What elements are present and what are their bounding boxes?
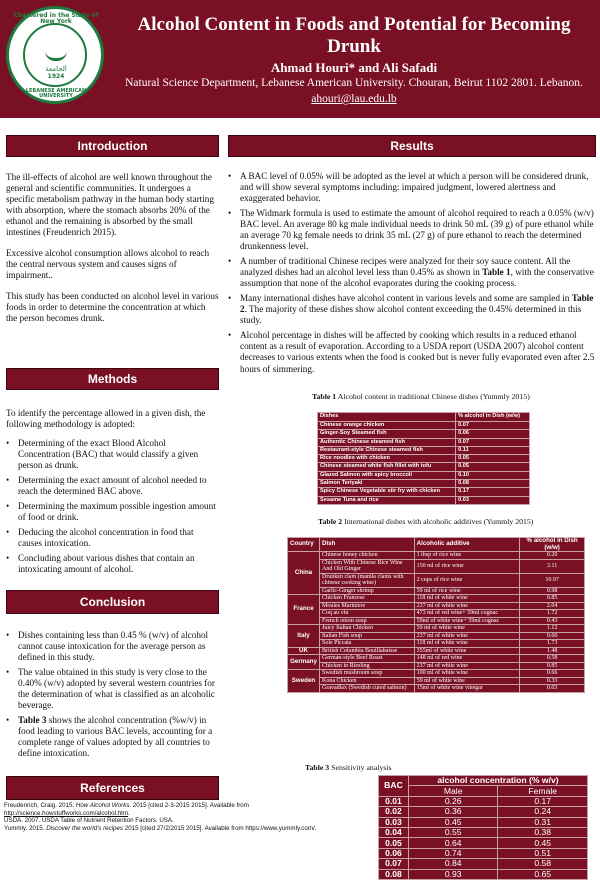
table2-caption: Table 2 International dishes with alcoholic additives (Yummly 2015)	[318, 517, 534, 526]
seal-inner-ring	[23, 23, 87, 87]
dish-name: Chicken With Chinese Rice Wine And Old Ginger	[319, 559, 414, 573]
male-concentration: 0.64	[408, 838, 497, 848]
methods-section	[6, 408, 219, 579]
bac-value: 0.02	[379, 807, 409, 817]
male-concentration: 0.55	[408, 827, 497, 837]
seal-top-text: Chartered in the State of New York	[13, 12, 99, 25]
alcohol-percent: 1.48	[520, 647, 585, 655]
dish-name: Spicy Chinese Vegetable stir fry with chicken	[318, 488, 456, 496]
university-seal-logo	[6, 6, 104, 104]
dish-name: Chinese honey chicken	[319, 552, 414, 560]
column-header: Dish	[319, 538, 414, 552]
table-row	[288, 625, 585, 633]
bac-value: 0.05	[379, 838, 409, 848]
dish-name: Drunken clam (manila clams with chinese cooking wine)	[319, 573, 414, 587]
alcohol-percent: 1.72	[520, 610, 585, 618]
table-row	[288, 647, 585, 655]
table-row	[288, 670, 585, 678]
table3-ref: Table 3	[18, 715, 47, 726]
table-row	[288, 677, 585, 685]
alcohol-percent: 1.12	[520, 625, 585, 633]
male-concentration: 0.93	[408, 869, 497, 879]
conclusion-item3-text: shows the alcohol concentration (%w/v) in food leading to various BAC levels, accounting for a complete range of values adopted by all countries to define intoxication.	[18, 715, 213, 759]
poster-affiliation: Natural Science Department, Lebanese American University. Chouran, Beirut 1102 2801. Lebanon.	[125, 77, 583, 89]
poster-header	[0, 0, 600, 118]
table-subheader-row	[379, 786, 588, 796]
dish-name: Rice noodles with chicken	[318, 455, 456, 463]
male-concentration: 0.36	[408, 807, 497, 817]
alcohol-percent: 0.85	[520, 595, 585, 603]
methods-item: • Deducing the alcohol concentration in food that causes intoxication.	[6, 527, 219, 549]
alcoholic-additive: 118 ml of white wine	[414, 640, 520, 648]
alcoholic-additive: 59ml of white wine+ 59ml cognac	[414, 617, 520, 625]
dish-name: Sole Piccata	[319, 640, 414, 648]
alcohol-percent: 0.43	[520, 617, 585, 625]
alcohol-percent: 2.04	[520, 602, 585, 610]
table1-ref: Table 1	[482, 267, 511, 278]
column-header: Country	[288, 538, 320, 552]
alcohol-percent: 0.85	[520, 662, 585, 670]
female-concentration: 0.31	[498, 817, 588, 827]
results-item: • The Widmark formula is used to estimate the amount of alcohol required to reach a 0.05% (w/v) BAC level. An average 80 kg male individual needs to drink 50 mL (39 g) of pure ethanol while an average 70 kg female needs to drink 35 mL (27 g) of pure ethanol to reach the determined drunkenness level.	[228, 208, 596, 252]
intro-paragraph-2: Excessive alcohol consumption allows alcohol to reach the central nervous system and causes signs of impairment..	[6, 248, 210, 281]
dish-name: German-style Beef Roast	[319, 655, 414, 663]
dish-name: Swedish mushroom soup	[319, 670, 414, 678]
alcoholic-additive: 148 ml of red wine	[414, 655, 520, 663]
methods-item: • Concluding about various dishes that contain an intoxicating amount of alcohol.	[6, 553, 219, 575]
alcohol-percent: 0.33	[520, 677, 585, 685]
dish-name: Kona Chicken	[319, 677, 414, 685]
reference-3: Yummly. 2015. Discover the world's recipes 2015 [cited 27/2/2015 2015]. Available from https://www.yummly.com/.	[4, 824, 317, 832]
alcohol-percent: 0.98	[520, 587, 585, 595]
bac-value: 0.08	[379, 869, 409, 879]
country-cell: France	[288, 595, 320, 625]
table-header-row	[379, 776, 588, 786]
table-row	[318, 422, 530, 430]
alcohol-percent: 0.58	[520, 655, 585, 663]
table-row	[288, 587, 585, 595]
contact-email-link[interactable]: ahouri@lau.edu.lb	[311, 93, 397, 105]
intro-paragraph-3: This study has been conducted on alcohol level in various foods in order to determine the concentration at which the person becomes drunk.	[6, 291, 219, 324]
poster-title: Alcohol Content in Foods and Potential for Becoming Drunk	[137, 14, 571, 57]
alcohol-percent: 0.66	[520, 670, 585, 678]
ship-icon	[45, 47, 67, 61]
results-list	[228, 171, 596, 375]
table-row	[288, 662, 585, 670]
table-row	[379, 827, 588, 837]
reference-1: Freudenrich, Craig. 2015. How Alcohol Works. 2015 [cited 2-3-2015 2015]. Available from http://science.howstuffworks.com/alcohol.htm.	[4, 802, 249, 817]
dish-name: Italian Fish soup	[319, 632, 414, 640]
alcohol-percent: 0.05	[456, 455, 530, 463]
table-row	[318, 455, 530, 463]
bac-value: 0.06	[379, 848, 409, 858]
table-row	[379, 838, 588, 848]
column-header: % alcohol in Dish (w/w)	[456, 413, 530, 422]
table-row	[288, 595, 585, 603]
table-row	[318, 471, 530, 479]
dish-name: Chicken in Riesling	[319, 662, 414, 670]
dish-name: Sesame Tuna and rice	[318, 496, 456, 504]
dish-name: Salmon Teriyaki	[318, 480, 456, 488]
alcoholic-additive: 237 ml of white wine	[414, 662, 520, 670]
table-row	[288, 573, 585, 587]
table-row	[288, 640, 585, 648]
dish-name: Authentic Chinese steamed fish	[318, 438, 456, 446]
table2-ref: Table 2	[240, 293, 594, 315]
table-row	[318, 496, 530, 504]
dish-name: Moules Mariniere	[319, 602, 414, 610]
alcohol-percent: 0.08	[456, 480, 530, 488]
alcoholic-additive: 1 tbsp of rice wine	[414, 552, 520, 560]
methods-intro: To identify the percentage allowed in a given dish, the following methodology is adopted:	[6, 408, 206, 430]
concentration-header: alcohol concentration (% w/v)	[408, 776, 587, 786]
conclusion-section	[6, 630, 219, 763]
country-cell: China	[288, 552, 320, 595]
female-concentration: 0.58	[498, 859, 588, 869]
column-header: Alcoholic additive	[414, 538, 520, 552]
introduction-heading: Introduction	[6, 135, 219, 157]
table3-caption: Table 3 Sensitivity analysis	[305, 763, 392, 772]
dish-name: British Columbia Bouillabaisse	[319, 647, 414, 655]
reference-link[interactable]: http://science.howstuffworks.com/alcohol.htm	[4, 809, 129, 817]
methods-list	[6, 438, 219, 575]
alcoholic-additive: 100 ml of white wine	[414, 670, 520, 678]
female-concentration: 0.65	[498, 869, 588, 879]
male-header: Male	[408, 786, 497, 796]
seal-arabic-text: الجامعة	[45, 65, 67, 73]
male-concentration: 0.84	[408, 859, 497, 869]
alcohol-percent: 0.07	[456, 422, 530, 430]
alcohol-percent: 0.17	[456, 488, 530, 496]
alcohol-percent: 3.11	[520, 559, 585, 573]
dish-name: Restaurant-style Chinese steamed fish	[318, 446, 456, 454]
results-item: • A BAC level of 0.05% will be adopted as the level at which a person will be considered drunk, and will show several symptoms including: impaired judgment, lowered alertness and exaggerated behavior.	[228, 171, 596, 204]
bac-value: 0.04	[379, 827, 409, 837]
table-row	[379, 869, 588, 879]
seal-year: 1924	[47, 73, 65, 80]
alcohol-percent: 0.07	[456, 438, 530, 446]
dish-name: Glazed Salmon with spicy broccoli	[318, 471, 456, 479]
country-cell: Italy	[288, 625, 320, 648]
introduction-section	[6, 172, 219, 324]
alcohol-percent: 0.60	[520, 632, 585, 640]
alcoholic-additive: 473 ml of red wine+ 59ml cognac	[414, 610, 520, 618]
results-item: • A number of traditional Chinese recipes were analyzed for their soy sauce content. All the analyzed dishes had an alcohol level less than 0.45% as shown in Table 1, with the conservative assumption that none of the alcohol evaporates during the cooking process.	[228, 256, 596, 289]
dish-name: Ginger-Soy Steamed fish	[318, 430, 456, 438]
alcoholic-additive: 59 ml of rice wine	[414, 587, 520, 595]
alcoholic-additive: 59 ml of white wine	[414, 625, 520, 633]
alcohol-percent: 0.10	[456, 471, 530, 479]
table2-international-dishes	[287, 537, 585, 693]
male-concentration: 0.45	[408, 817, 497, 827]
results-heading: Results	[228, 135, 596, 157]
country-cell: Sweden	[288, 670, 320, 693]
results-section	[228, 171, 596, 379]
dish-name: Gravadlax (Swedish cured salmon)	[319, 685, 414, 693]
table1-chinese-dishes	[317, 412, 530, 505]
bac-header: BAC	[379, 776, 409, 797]
table-row	[288, 632, 585, 640]
dish-name: Coq au vin	[319, 610, 414, 618]
poster-authors: Ahmad Houri* and Ali Safadi	[270, 60, 438, 75]
dish-name: Chinese orange chicken	[318, 422, 456, 430]
country-cell: UK	[288, 647, 320, 655]
alcohol-percent: 0.06	[456, 430, 530, 438]
methods-item: • Determining the exact amount of alcohol needed to reach the determined BAC above.	[6, 475, 219, 497]
column-header: Dishes	[318, 413, 456, 422]
dish-name: Chicken Francese	[319, 595, 414, 603]
table-row	[379, 807, 588, 817]
table-row	[318, 438, 530, 446]
bac-value: 0.03	[379, 817, 409, 827]
table-row	[288, 552, 585, 560]
table-row	[318, 430, 530, 438]
table-row	[379, 848, 588, 858]
conclusion-heading: Conclusion	[6, 590, 219, 614]
male-concentration: 0.74	[408, 848, 497, 858]
table-row	[288, 617, 585, 625]
female-concentration: 0.24	[498, 807, 588, 817]
table-row	[318, 488, 530, 496]
alcoholic-additive: 15ml of white wine vinegar	[414, 685, 520, 693]
conclusion-item: • The value obtained in this study is very close to the 0.40% (w/v) adopted by several western countries for the determination of what is classified as an alcoholic beverage.	[6, 667, 219, 711]
table-row	[318, 446, 530, 454]
methods-item: • Determining the maximum possible ingestion amount of food or drink.	[6, 501, 219, 523]
table-row	[288, 610, 585, 618]
female-concentration: 0.51	[498, 848, 588, 858]
table-row	[288, 602, 585, 610]
table-row	[288, 655, 585, 663]
conclusion-list	[6, 630, 219, 759]
dish-name: Garlic-Ginger shrimp	[319, 587, 414, 595]
reference-2: USDA. 2007. USDA Table of Nutrient Retention Factors. USA.	[4, 817, 174, 825]
alcoholic-additive: 2 cups of rice wine	[414, 573, 520, 587]
alcoholic-additive: 150 ml of rice wine	[414, 559, 520, 573]
female-concentration: 0.45	[498, 838, 588, 848]
bac-value: 0.01	[379, 796, 409, 806]
table-row	[379, 859, 588, 869]
female-concentration: 0.17	[498, 796, 588, 806]
alcoholic-additive: 237 ml of white wine	[414, 632, 520, 640]
references-list	[4, 802, 354, 832]
alcohol-percent: 0.20	[520, 552, 585, 560]
dish-name: Juicy Italian Chicken	[319, 625, 414, 633]
table-row	[379, 817, 588, 827]
alcoholic-additive: 355ml of white wine	[414, 647, 520, 655]
references-heading: References	[6, 776, 219, 800]
alcohol-percent: 0.03	[520, 685, 585, 693]
table-header-row	[318, 413, 530, 422]
table-row	[318, 480, 530, 488]
alcohol-percent: 0.05	[456, 463, 530, 471]
dish-name: French onion soup	[319, 617, 414, 625]
female-header: Female	[498, 786, 588, 796]
alcohol-percent: 1.73	[520, 640, 585, 648]
results-item: • Many international dishes have alcohol content in various levels and some are sampled in Table 2. The majority of these dishes show alcohol content exceeding the 0.45% determined in this study.	[228, 293, 596, 326]
column-header: % alcohol in Dish (w/w)	[520, 538, 585, 552]
alcoholic-additive: 59 ml of white wine	[414, 677, 520, 685]
table-row	[288, 685, 585, 693]
bac-value: 0.07	[379, 859, 409, 869]
seal-bottom-text: LEBANESE AMERICAN UNIVERSITY	[25, 88, 87, 99]
intro-paragraph-1: The ill-effects of alcohol are well known throughout the general and scientific communities. It undergoes a specific metabolism pathway in the human body starting with absorption, where the stomach absorbs 20% of the ethanol and the remaining is absorbed by the small intestines (Freudenrich 2015).	[6, 172, 214, 238]
methods-item: • Determining of the exact Blood Alcohol Concentration (BAC) that would classify a given person as drunk.	[6, 438, 219, 471]
table1-caption: Table 1 Alcohol content in traditional Chinese dishes (Yummly 2015)	[312, 392, 530, 401]
table-row	[318, 463, 530, 471]
male-concentration: 0.26	[408, 796, 497, 806]
table-row	[379, 796, 588, 806]
alcohol-percent: 0.11	[456, 446, 530, 454]
results-item: • Alcohol percentage in dishes will be affected by cooking which results in a reduced ethanol content as a result of evaporation. According to a USDA report (USDA 2007) alcohol content decreases to various extents when the food is cooked but is never fully evaporated even after 2.5 hours of simmering.	[228, 330, 596, 374]
alcoholic-additive: 237 ml of white wine	[414, 602, 520, 610]
alcohol-percent: 10.97	[520, 573, 585, 587]
table3-sensitivity	[378, 775, 588, 880]
table-header-row	[288, 538, 585, 552]
alcoholic-additive: 118 ml of white wine	[414, 595, 520, 603]
conclusion-item: • Dishes containing less than 0.45 % (w/v) of alcohol cannot cause intoxication for the average person as defined in this study.	[6, 630, 219, 663]
conclusion-item	[6, 715, 219, 759]
methods-heading: Methods	[6, 368, 219, 390]
dish-name: Chinese steamed white fish fillet with tofu	[318, 463, 456, 471]
country-cell: Germany	[288, 655, 320, 670]
female-concentration: 0.38	[498, 827, 588, 837]
table-row	[288, 559, 585, 573]
alcohol-percent: 0.03	[456, 496, 530, 504]
